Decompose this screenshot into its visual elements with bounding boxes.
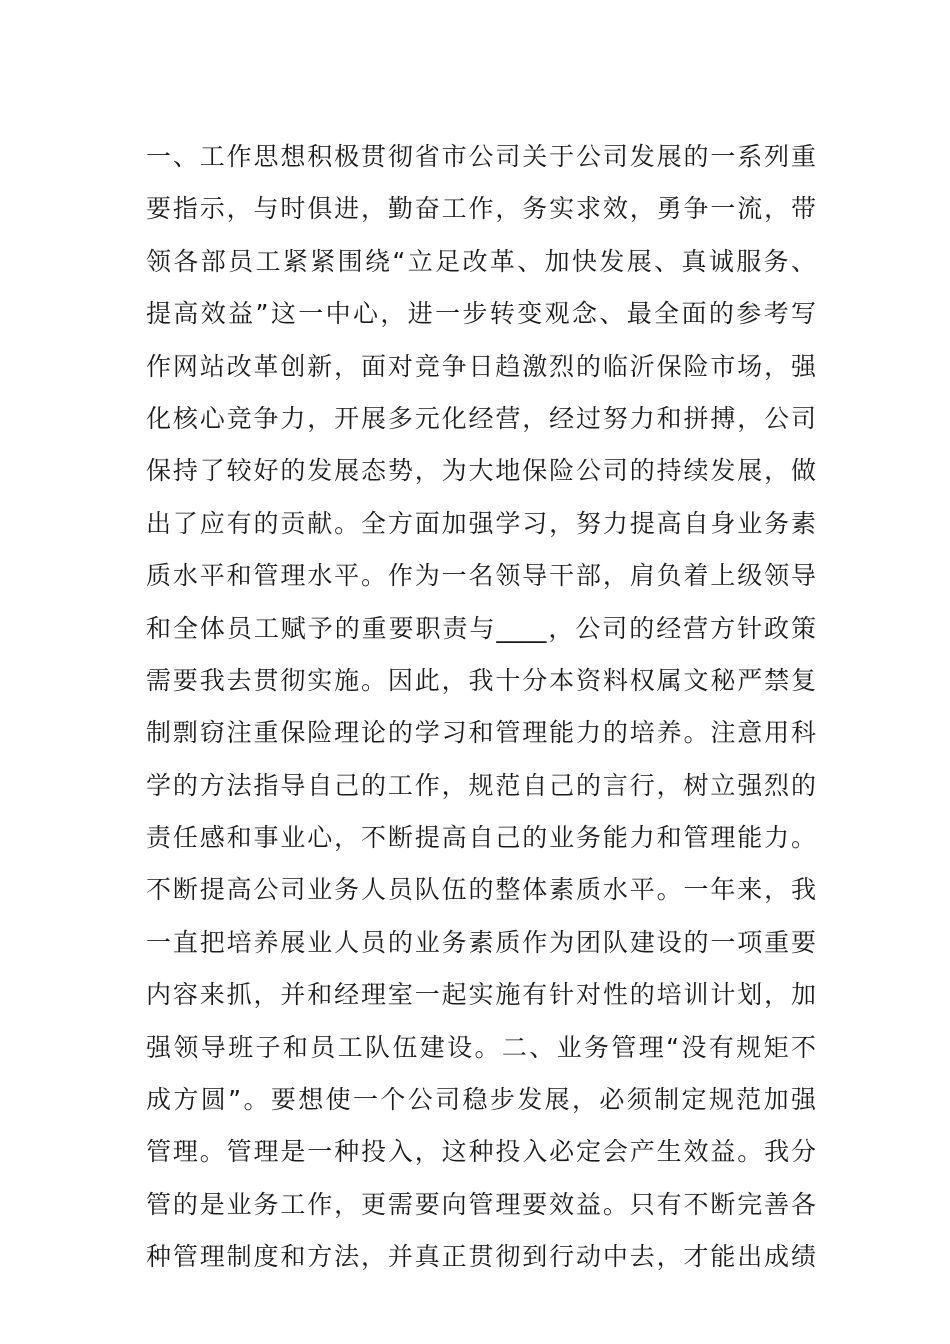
text-line: 不断提高公司业务人员队伍的整体素质水平。一年来，我	[146, 875, 816, 905]
text-line: 制剽窃注重保险理论的学习和管理能力的培养。注意用科	[146, 718, 816, 748]
text-line: 提高效益”这一中心，进一步转变观念、最全面的参考写	[146, 299, 816, 329]
text-line: 强领导班子和员工队伍建设。二、业务管理“没有规矩不	[146, 1032, 816, 1062]
text-line: 管的是业务工作，更需要向管理要效益。只有不断完善各	[146, 1189, 816, 1219]
text-line: 保持了较好的发展态势，为大地保险公司的持续发展，做	[146, 456, 816, 486]
text-line: 领各部员工紧紧围绕“立足改革、加快发展、真诚服务、	[146, 246, 816, 276]
text-line: 作网站改革创新，面对竞争日趋激烈的临沂保险市场，强	[146, 351, 816, 381]
text-line: 责任感和事业心，不断提高自己的业务能力和管理能力。	[146, 823, 816, 853]
text-line: 要指示，与时俱进，勤奋工作，务实求效，勇争一流，带	[146, 194, 816, 224]
text-line: 学的方法指导自己的工作，规范自己的言行，树立强烈的	[146, 770, 816, 800]
body-text	[146, 131, 816, 1284]
text-line: 成方圆”。要想使一个公司稳步发展，必须制定规范加强	[146, 1085, 816, 1115]
text-line: 种管理制度和方法，并真正贯彻到行动中去，才能出成绩	[146, 1242, 816, 1272]
text-line: 管理。管理是一种投入，这种投入必定会产生效益。我分	[146, 1137, 816, 1167]
text-line: 化核心竞争力，开展多元化经营，经过努力和拼搏，公司	[146, 403, 816, 433]
text-line: 质水平和管理水平。作为一名领导干部，肩负着上级领导	[146, 561, 816, 591]
text-line: 一、工作思想积极贯彻省市公司关于公司发展的一系列重	[146, 142, 816, 171]
text-line: 和全体员工赋予的重要职责与____，公司的经营方针政策	[146, 613, 816, 643]
text-line: 一直把培养展业人员的业务素质作为团队建设的一项重要	[146, 927, 816, 957]
text-line: 需要我去贯彻实施。因此，我十分本资料权属文秘严禁复	[146, 665, 816, 695]
text-line: 出了应有的贡献。全方面加强学习，努力提高自身业务素	[146, 508, 816, 538]
text-line: 内容来抓，并和经理室一起实施有针对性的培训计划，加	[146, 980, 816, 1010]
